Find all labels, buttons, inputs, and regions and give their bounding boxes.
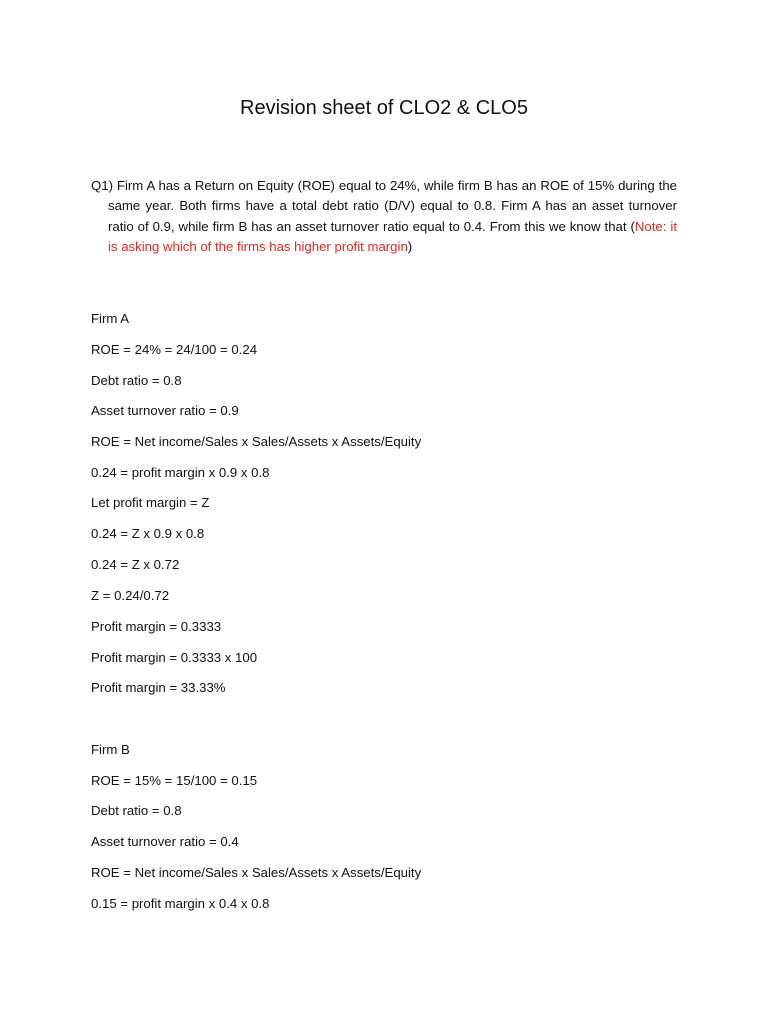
firm-b-line: Asset turnover ratio = 0.4 [91, 834, 239, 849]
firm-b-heading: Firm B [91, 742, 130, 757]
firm-a-line: Debt ratio = 0.8 [91, 373, 182, 388]
firm-b-line: ROE = Net income/Sales x Sales/Assets x Assets/Equity [91, 865, 422, 880]
firm-a-heading: Firm A [91, 311, 130, 326]
question-text: Q1) Firm A has a Return on Equity (ROE) equal to 24%, while firm B has an ROE of 15% during the same year. Both firms have a total debt ratio (D/V) equal to 0.8. Firm A has an asset turnover ratio of 0.9, while firm B has an asset turnover ratio equal to 0.4. From this we know that ( [91, 178, 677, 234]
firm-a-line: Profit margin = 0.3333 x 100 [91, 650, 258, 665]
firm-a-line: 0.24 = Z x 0.9 x 0.8 [91, 526, 205, 541]
firm-a-line: Asset turnover ratio = 0.9 [91, 403, 239, 418]
firm-b-line: 0.15 = profit margin x 0.4 x 0.8 [91, 896, 270, 911]
firm-a-line: Z = 0.24/0.72 [91, 588, 170, 603]
firm-a-line: 0.24 = Z x 0.72 [91, 557, 180, 572]
firm-a-line: ROE = 24% = 24/100 = 0.24 [91, 342, 258, 357]
page-title: Revision sheet of CLO2 & CLO5 [240, 97, 528, 119]
firm-b-line: ROE = 15% = 15/100 = 0.15 [91, 773, 258, 788]
firm-a-line: Let profit margin = Z [91, 495, 210, 510]
firm-b-line: Debt ratio = 0.8 [91, 803, 182, 818]
firm-a-line: 0.24 = profit margin x 0.9 x 0.8 [91, 465, 270, 480]
question-note: Note: it is asking which of the firms has higher profit margin [108, 218, 677, 255]
question-paragraph [91, 176, 677, 258]
firm-a-line: Profit margin = 33.33% [91, 680, 226, 695]
question-closing: ) [407, 239, 413, 255]
firm-a-line: Profit margin = 0.3333 [91, 619, 222, 634]
firm-a-line: ROE = Net income/Sales x Sales/Assets x Assets/Equity [91, 434, 422, 449]
